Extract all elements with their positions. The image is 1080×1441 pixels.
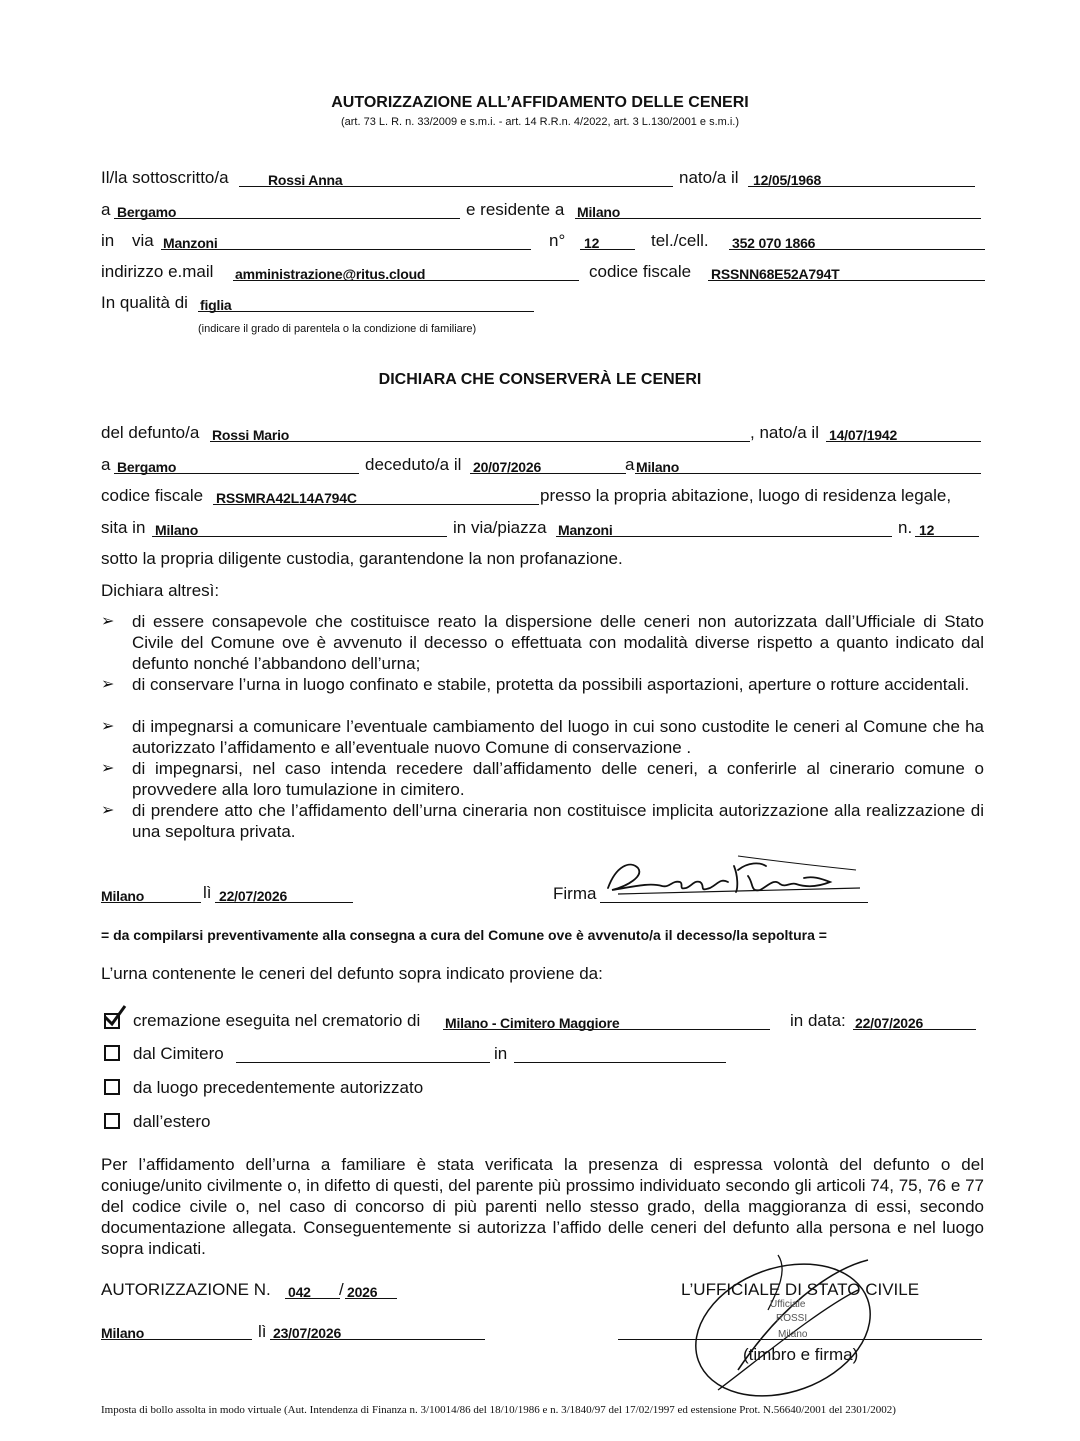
bullet-text: di prendere atto che l’affidamento dell’urna cineraria non costituisce implicita autorizzazione alla realizzazione di una sepoltura privata. [132,801,984,841]
handwritten-signature [598,848,868,908]
also-declares-label: Dichiara altresì: [101,581,220,600]
previous-place-label: da luogo precedentemente autorizzato [133,1078,424,1097]
stamp-text-line: Ufficiale [770,1299,806,1310]
bullet-text: di impegnarsi a comunicare l’eventuale cambiamento del luogo in cui sono custodite le ceneri al Comune che ha autorizzato l’affidamento e all’eventuale nuovo Comune di conservazione . [132,717,984,757]
applicant-tel-label: tel./cell. [651,231,709,250]
authorization-place: Milano [101,1325,145,1341]
arrow-icon: ➢ [101,760,115,777]
declaration-bullet [101,674,984,716]
applicant-born-label: nato/a il [679,168,739,187]
applicant-via-label: via [132,231,154,250]
deceased-cf-value: RSSMRA42L14A794C [216,490,357,506]
applicant-email-value: amministrazione@ritus.cloud [235,266,426,282]
origin-intro: L’urna contenente le ceneri del defunto sopra indicato proviene da: [101,964,603,983]
deceased-death-date: 20/07/2026 [473,459,542,475]
declaration-bullet [101,800,984,842]
applicant-birth-place: Bergamo [117,204,177,220]
cemetery-label: dal Cimitero [133,1044,224,1063]
declaration-heading: DICHIARA CHE CONSERVERÀ LE CENERI [378,371,702,388]
deceased-via-value: Manzoni [558,522,613,538]
applicant-quality-label: In qualità di [101,293,188,312]
deceased-a2-label: a [625,455,635,474]
final-paragraph: Per l’affidamento dell’urna a familiare è stata verificata la presenza di espressa volontà del defunto o del coniuge/unito civilmente o, in difetto di questi, del parente più prossimo individuato secondo gli articoli 74, 75, 76 e 77 del codice civile o, nel caso di concorso di più parenti nello stesso grado, della maggioranza di essi, secondo documentazione allegata. Conseguentemente si autorizza l’affido delle ceneri del defunto alla persona e nel luogo sopra indicati. [101,1155,984,1258]
applicant-cf-label: codice fiscale [589,262,692,281]
declaration-bullet [101,716,984,758]
official-stamp [678,1250,878,1400]
stamp-text-line: ROSSI [776,1313,808,1324]
signature-place: Milano [101,888,145,904]
arrow-icon: ➢ [101,676,115,693]
deceased-name-value: Rossi Mario [212,427,290,443]
checkmark-icon [101,1003,127,1029]
signature-li-label: lì [203,883,212,902]
applicant-number-value: 12 [584,235,600,251]
footer-note: Imposta di bollo assolta in modo virtuale (Aut. Intendenza di Finanza n. 3/10014/86 del 18/10/1986 e n. 3/1840/97 del 17/02/1997 ed estensione Prot. N.56640/2001 del 2301/2002) [101,1404,896,1416]
applicant-number-label: n° [549,231,566,250]
arrow-icon: ➢ [101,718,115,735]
applicant-a-label: a [101,200,111,219]
deceased-via-label: in via/piazza [453,518,547,537]
authorization-date: 23/07/2026 [273,1325,342,1341]
applicant-via-value: Manzoni [163,235,218,251]
quality-hint: (indicare il grado di parentela o la condizione di familiare) [198,323,477,335]
deceased-died-label: deceduto/a il [365,455,462,474]
applicant-name-value: Rossi Anna [268,172,343,188]
officer-label: L’UFFICIALE DI STATO CIVILE [681,1280,920,1299]
deceased-a-label: a [101,455,111,474]
authorization-slash: / [339,1280,344,1299]
applicant-tel-value: 352 070 1866 [732,235,816,251]
cemetery-checkbox[interactable] [104,1045,120,1061]
legal-references: (art. 73 L. R. n. 33/2009 e s.m.i. - art. 14 R.R.n. 4/2022, art. 3 L.130/2001 e s.m.i.) [340,116,740,128]
declaration-bullet [101,758,984,800]
deceased-birth-place: Bergamo [117,459,177,475]
cremation-date-label: in data: [790,1011,846,1030]
previous-place-checkbox[interactable] [104,1079,120,1095]
comune-notice: = da compilarsi preventivamente alla consegna a cura del Comune ove è avvenuto/a il decesso/la sepoltura = [101,927,827,943]
cremation-label: cremazione eseguita nel crematorio di [133,1011,421,1030]
applicant-name-label: Il/la sottoscritto/a [101,168,229,187]
deceased-death-place: Milano [636,459,680,475]
custody-text: sotto la propria diligente custodia, garantendone la non profanazione. [101,549,623,568]
deceased-sita-value: Milano [155,522,199,538]
applicant-quality-value: figlia [200,297,232,313]
applicant-email-label: indirizzo e.mail [101,262,214,281]
authorization-number: 042 [288,1284,311,1300]
deceased-number-label: n. [898,518,913,537]
arrow-icon: ➢ [101,802,115,819]
arrow-icon: ➢ [101,613,115,630]
deceased-name-label: del defunto/a [101,423,200,442]
deceased-born-label: , nato/a il [750,423,819,442]
applicant-resident-label: e residente a [466,200,565,219]
deceased-birth-date: 14/07/1942 [829,427,898,443]
deceased-presso-label: presso la propria abitazione, luogo di residenza legale, [540,486,952,505]
authorization-li-label: lì [258,1322,267,1341]
cemetery-in-label: in [494,1044,508,1063]
declaration-bullet [101,611,984,674]
authorization-year: 2026 [347,1284,378,1300]
applicant-birth-date: 12/05/1968 [753,172,822,188]
deceased-cf-label: codice fiscale [101,486,204,505]
applicant-in-label: in [101,231,115,250]
bullet-text: di impegnarsi, nel caso intenda recedere dall’affidamento delle ceneri, a conferirle al cinerario comune o provvedere alla loro tumulazione in cimitero. [132,759,984,799]
signature-date: 22/07/2026 [219,888,288,904]
abroad-checkbox[interactable] [104,1113,120,1129]
applicant-residence: Milano [577,204,621,220]
abroad-label: dall’estero [133,1112,211,1131]
authorization-label: AUTORIZZAZIONE N. [101,1280,271,1299]
document-title: AUTORIZZAZIONE ALL’AFFIDAMENTO DELLE CENERI [331,94,749,111]
cremation-date: 22/07/2026 [855,1015,924,1031]
bullet-text: di essere consapevole che costituisce reato la dispersione delle ceneri non autorizzata dall’Ufficiale di Stato Civile del Comune ove è avvenuto il decesso o effettuata con modalità diverse rispetto a quanto indicato dal defunto nonché l’abbandono dell’urna; [132,612,984,673]
deceased-number-value: 12 [919,522,935,538]
applicant-cf-value: RSSNN68E52A794T [711,266,840,282]
stamp-label: (timbro e firma) [743,1345,859,1364]
deceased-sita-label: sita in [101,518,146,537]
cremation-place: Milano - Cimitero Maggiore [445,1015,620,1031]
bullet-text: di conservare l’urna in luogo confinato e stabile, protetta da possibili asportazioni, aperture o rotture accidentali. [132,675,970,694]
firma-label: Firma [553,884,597,903]
stamp-text-line: Milano [778,1329,808,1340]
